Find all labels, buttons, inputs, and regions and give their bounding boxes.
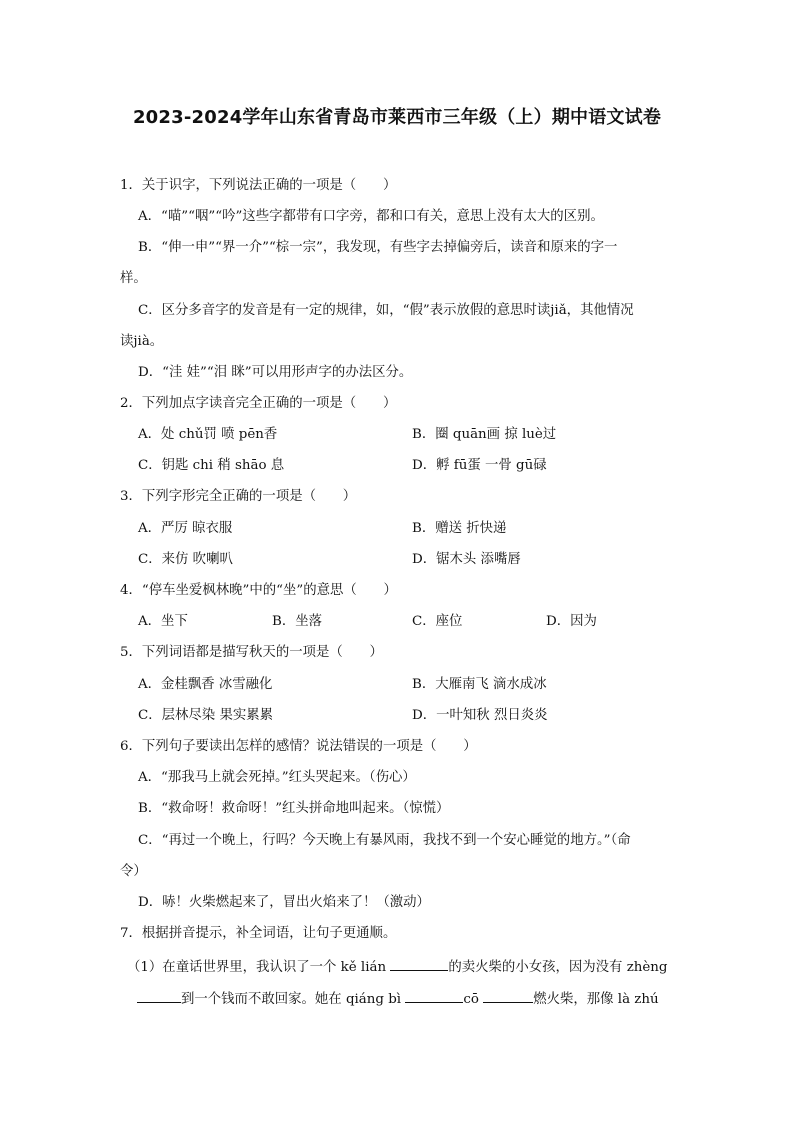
- q6-option-c: C．“再过一个晚上，行吗？今天晚上有暴风雨，我找不到一个安心睡觉的地方。”（命: [138, 833, 631, 848]
- q5-stem: 5．下列词语都是描写秋天的一项是（ ）: [120, 645, 383, 660]
- q7-text-2b: cō: [463, 992, 479, 1007]
- q5-option-c: C．层林尽染 果实累累: [138, 708, 274, 723]
- q2-option-c: C．钥匙 chi 稍 shāo 息: [138, 458, 285, 473]
- fill-blank-4[interactable]: [483, 989, 533, 1003]
- q1-option-c-cont: 读jià。: [120, 334, 164, 349]
- fill-blank-2[interactable]: [137, 989, 181, 1003]
- fill-blank-1[interactable]: [390, 957, 448, 971]
- q3-stem: 3．下列字形完全正确的一项是（ ）: [120, 489, 357, 504]
- q4-stem: 4．“停车坐爱枫林晚”中的“坐”的意思（ ）: [120, 583, 397, 598]
- q3-option-c: C．来仿 吹喇叭: [138, 552, 233, 567]
- q6-option-a: A．“那我马上就会死掉。”红头哭起来。（伤心）: [138, 770, 416, 785]
- q5-option-a: A．金桂飘香 冰雪融化: [138, 677, 273, 692]
- q1-option-d: D．“洼 娃”“泪 眯”可以用形声字的办法区分。: [138, 365, 413, 380]
- q7-sentence-2: [137, 989, 659, 1009]
- q4-option-b: B．坐落: [272, 614, 323, 629]
- q7-sentence-1: [127, 957, 668, 977]
- q2-option-a: A．处 chǔ罚 喷 pēn香: [138, 427, 278, 442]
- q4-option-a: A．坐下: [138, 614, 188, 629]
- q2-stem: 2．下列加点字读音完全正确的一项是（ ）: [120, 396, 397, 411]
- q7-text-1b: 的卖火柴的小女孩，因为没有 zhèng: [448, 960, 668, 975]
- q1-option-a: A．“喵”“咽”“吟”这些字都带有口字旁，都和口有关，意思上没有太大的区别。: [138, 209, 604, 224]
- q3-option-d: D．锯木头 添嘴唇: [412, 552, 521, 567]
- q3-option-a: A．严厉 晾衣服: [138, 521, 233, 536]
- q2-option-d: D．孵 fū蛋 一骨 gū碌: [412, 458, 547, 473]
- q5-option-b: B．大雁南飞 滴水成冰: [412, 677, 547, 692]
- q4-option-c: C．座位: [412, 614, 463, 629]
- q7-text-2a: 到一个钱而不敢回家。她在 qiáng bì: [181, 992, 402, 1007]
- q6-option-c-cont: 令）: [120, 864, 147, 879]
- q6-option-d: D．哧！火柴燃起来了，冒出火焰来了！（激动）: [138, 895, 430, 910]
- q1-option-c: C．区分多音字的发音是有一定的规律，如，“假”表示放假的意思时读jiǎ，其他情况: [138, 303, 634, 318]
- q7-text-1a: （1）在童话世界里，我认识了一个 kě lián: [127, 960, 387, 975]
- q4-option-d: D．因为: [546, 614, 597, 629]
- q6-stem: 6．下列句子要读出怎样的感情？说法错误的一项是（ ）: [120, 739, 477, 754]
- q7-text-2c: 燃火柴，那像 là zhú: [533, 992, 659, 1007]
- fill-blank-3[interactable]: [405, 989, 463, 1003]
- q1-stem: 1．关于识字，下列说法正确的一项是（ ）: [120, 178, 397, 193]
- q1-option-b: B．“伸一申”“界一介”“棕一宗”，我发现，有些字去掉偏旁后，读音和原来的字一: [138, 240, 618, 255]
- q1-option-b-cont: 样。: [120, 271, 147, 286]
- q7-stem: 7．根据拼音提示，补全词语，让句子更通顺。: [120, 926, 397, 941]
- q6-option-b: B．“救命呀！救命呀！”红头拼命地叫起来。（惊慌）: [138, 801, 450, 816]
- exam-title: 2023-2024学年山东省青岛市莱西市三年级（上）期中语文试卷: [132, 107, 662, 128]
- q3-option-b: B．赠送 折快递: [412, 521, 507, 536]
- q2-option-b: B．圈 quān画 掠 luè过: [412, 427, 557, 442]
- q5-option-d: D．一叶知秋 烈日炎炎: [412, 708, 548, 723]
